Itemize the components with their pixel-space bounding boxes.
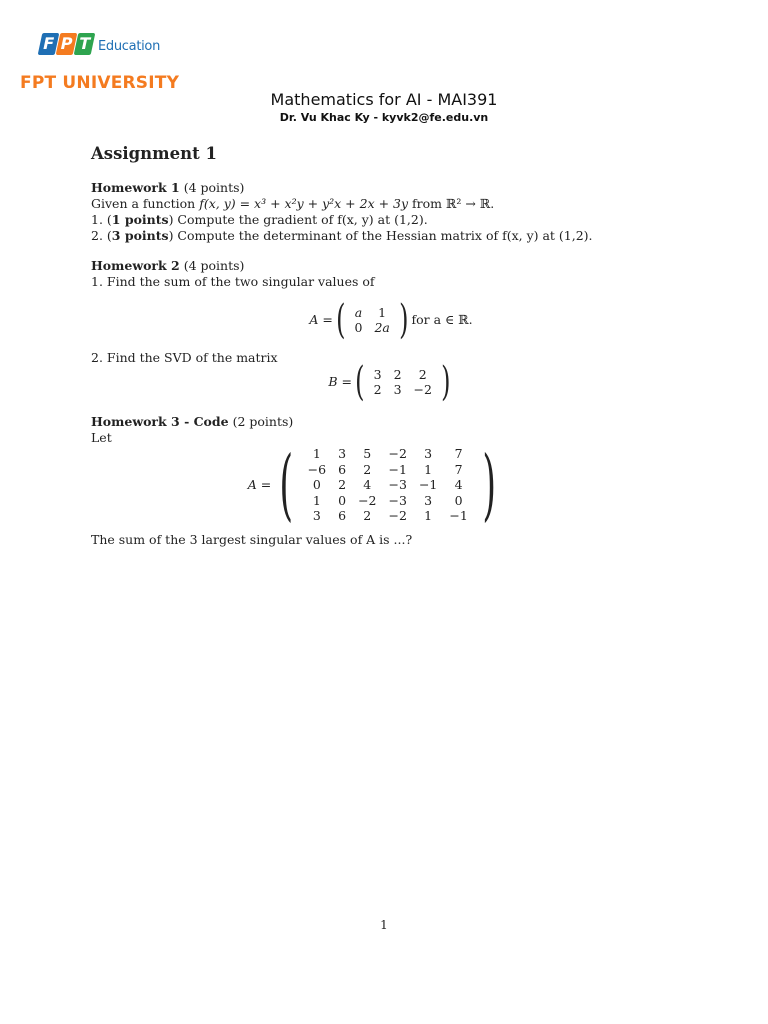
matrix-b-equation: B = ( 3 2 2 2 3 −2 ) (328, 359, 451, 405)
matrix-b (368, 367, 438, 398)
matrix-cell: 2a (374, 320, 390, 335)
hw1-q2-num: 2. ( (91, 228, 112, 243)
matrix-cell: −3 (388, 492, 407, 508)
hw1-intro-suffix: from ℝ² → ℝ. (408, 196, 495, 211)
hw1-q2-points: 3 points (111, 228, 169, 243)
matrix-cell: −2 (413, 382, 432, 397)
matrix-a6-equation: A = ( 1 3 5 −2 3 7 −6 6 2 −1 1 7 0 2 4 −3 −1 4 1 0 −2 −3 3 0 3 6 2 −2 1 −1 ) (247, 440, 496, 530)
homework-2 (91, 258, 691, 405)
hw2-q2-text: 2. Find the SVD of the matrix (91, 350, 278, 365)
matrix-cell: 2 (393, 366, 402, 382)
matrix-cell: −2 (388, 446, 407, 462)
logo-letter-p: P (56, 33, 78, 55)
matrix-cell: 2 (418, 366, 427, 382)
homework-3 (91, 414, 691, 548)
matrix-cell: 1 (312, 446, 321, 462)
hw1-q1-points: 1 points (111, 212, 169, 227)
matrix-cell: 2 (363, 508, 372, 524)
matrix-cell: 3 (393, 382, 402, 397)
hw1-function: f(x, y) = x³ + x²y + y²x + 2x + 3y (199, 196, 409, 211)
matrix-cell: −1 (388, 461, 407, 477)
hw1-q2-text: ) Compute the determinant of the Hessian matrix of f(x, y) at (1,2). (168, 228, 593, 243)
hw1-intro-prefix: Given a function (91, 196, 200, 211)
hw3-question: The sum of the 3 largest singular values of A is ...? (91, 532, 413, 547)
matrix-cell: −3 (388, 477, 407, 493)
matrix-cell: 0 (312, 477, 321, 493)
logo-letter-t: T (74, 33, 96, 55)
hw1-q1-num: 1. ( (91, 212, 112, 227)
matrix-a6 (302, 446, 474, 524)
matrix-cell: 2 (373, 382, 382, 397)
matrix-a-suffix: for a ∈ ℝ. (411, 312, 473, 327)
matrix-cell: −1 (449, 508, 468, 524)
document-title: Mathematics for AI - MAI391 (270, 90, 498, 109)
homework-1 (91, 180, 691, 244)
matrix-cell: 3 (424, 446, 433, 462)
matrix-cell: −6 (307, 461, 327, 477)
matrix-cell: 7 (454, 446, 463, 462)
matrix-cell: 2 (338, 477, 347, 493)
logo-university-label: FPT UNIVERSITY (20, 73, 180, 93)
logo-education-label: Education (98, 39, 161, 54)
matrix-cell: 1 (424, 508, 433, 524)
matrix-b-label: B = (328, 374, 353, 389)
matrix-cell: 7 (454, 461, 463, 477)
document-author: Dr. Vu Khac Ky - kyvk2@fe.edu.vn (279, 111, 489, 124)
hw1-q1-text: ) Compute the gradient of f(x, y) at (1,2). (168, 212, 428, 227)
hw2-points: (4 points) (183, 258, 245, 273)
matrix-cell: 1 (312, 492, 321, 508)
matrix-cell: 3 (373, 366, 382, 382)
fpt-logo-letters (40, 33, 94, 55)
matrix-cell: a (354, 304, 363, 320)
page-number: 1 (380, 918, 388, 932)
matrix-cell: 1 (378, 304, 387, 320)
matrix-cell: −2 (358, 492, 377, 508)
hw3-let: Let (91, 430, 112, 445)
matrix-cell: 6 (338, 461, 347, 477)
fpt-logo (20, 33, 180, 95)
matrix-cell: −1 (418, 477, 438, 493)
hw2-title: Homework 2 (91, 258, 180, 273)
matrix-cell: 1 (424, 461, 433, 477)
matrix-cell: 0 (354, 320, 363, 335)
hw3-points: (2 points) (232, 414, 294, 429)
hw1-title: Homework 1 (91, 180, 180, 195)
matrix-a-equation: A = ( a 1 0 2a ) for a ∈ ℝ. (309, 297, 473, 343)
matrix-a6-label: A = (247, 477, 272, 492)
matrix-cell: 0 (338, 492, 347, 508)
hw2-q1-text: 1. Find the sum of the two singular values of (91, 274, 375, 289)
matrix-cell: 0 (454, 492, 463, 508)
logo-letter-f: F (38, 33, 60, 55)
matrix-cell: 2 (363, 461, 372, 477)
hw1-points: (4 points) (183, 180, 245, 195)
matrix-a (349, 305, 396, 336)
matrix-cell: 4 (454, 477, 463, 493)
matrix-cell: 3 (338, 446, 347, 462)
document-body (91, 146, 691, 548)
matrix-cell: 3 (312, 508, 321, 524)
hw3-title: Homework 3 - Code (91, 414, 229, 429)
matrix-cell: 5 (363, 446, 372, 462)
matrix-cell: 4 (363, 477, 372, 493)
assignment-heading: Assignment 1 (91, 144, 217, 163)
matrix-cell: 6 (338, 508, 347, 524)
matrix-a-label: A = (309, 312, 333, 327)
matrix-cell: −2 (388, 508, 407, 524)
matrix-cell: 3 (424, 492, 433, 508)
